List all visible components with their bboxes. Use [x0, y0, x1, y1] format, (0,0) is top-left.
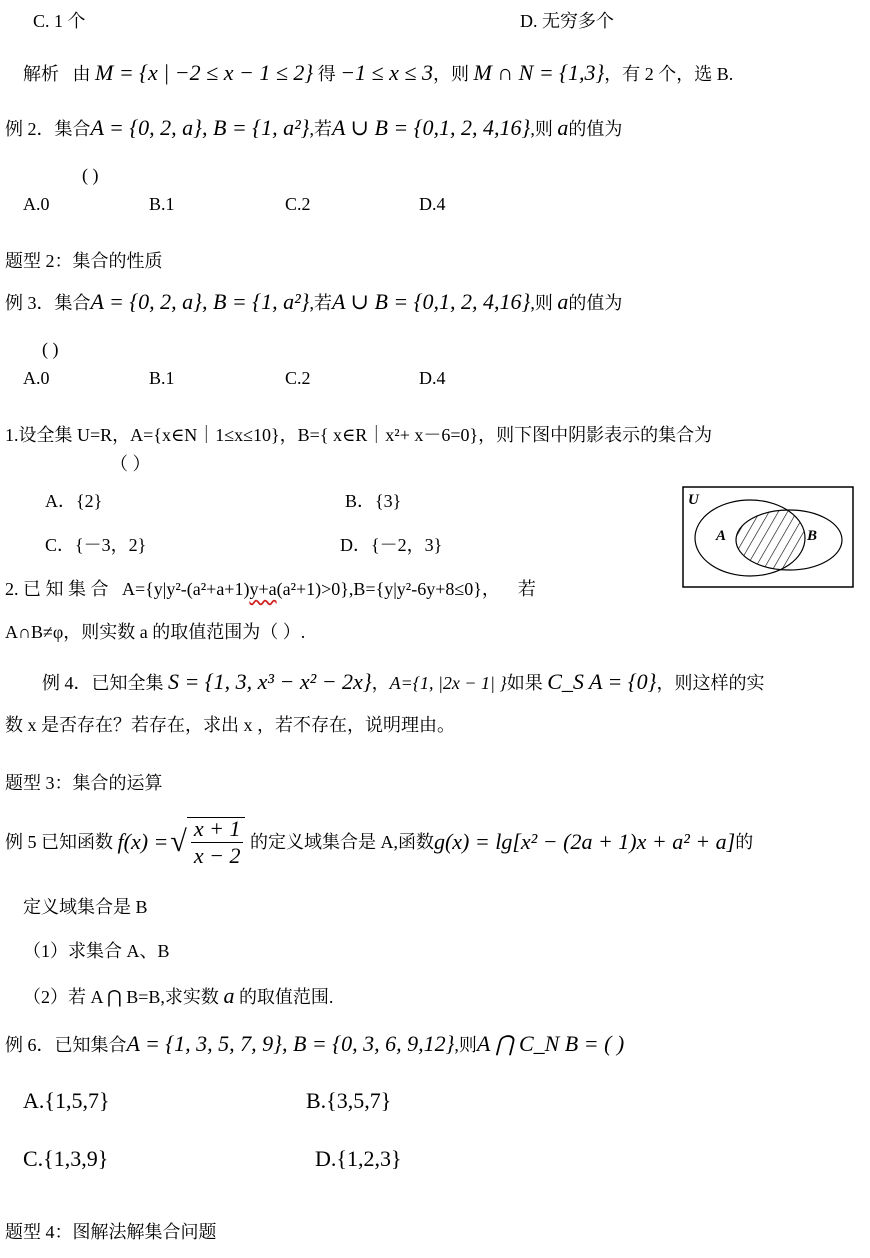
option-b: B.1	[149, 194, 175, 214]
math-expr: A = {0, 2, a}, B = {1, a²}	[90, 289, 310, 314]
math-expr: A ∪ B = {0,1, 2, 4,16}	[331, 289, 531, 314]
svg-text:A: A	[716, 528, 727, 544]
option-a: A．{2}	[45, 491, 103, 511]
example-2-question: 例 2．集合A = {0, 2, a}, B = {1, a²},若A ∪ B = {0,1, 2, 4,16},则 a的值为	[5, 115, 623, 140]
example-4-question-line2: 数 x 是否存在？若存在，求出 x ，若不存在，说明理由。	[5, 715, 455, 735]
option-c: C.2	[285, 368, 311, 388]
venn-diagram-icon	[682, 486, 854, 588]
option-d: D．{－2，3}	[340, 535, 443, 555]
option-b: B.1	[149, 368, 175, 388]
option-c: C.2	[285, 194, 311, 214]
math-expr: A ∪ B = {0,1, 2, 4,16}	[331, 115, 531, 140]
option-b: B．{3}	[345, 491, 402, 511]
math-expr: M ∩ N = {1,3}	[473, 60, 605, 85]
analysis-line: 解析 由 M = {x | −2 ≤ x − 1 ≤ 2} 得 −1 ≤ x ≤ 3，则 M ∩ N = {1,3}，有 2 个，选 B.	[23, 60, 734, 85]
prev-option-c: C. 1 个	[33, 11, 86, 31]
answer-blank: ( )	[82, 165, 99, 185]
problem-2-question-line2: A∩B≠φ，则实数 a 的取值范围为（ ）.	[5, 622, 306, 642]
example-5-subquestion-1: （1）求集合 A、B	[23, 941, 170, 961]
option-b: B.{3,5,7}	[306, 1088, 392, 1113]
option-d: D.4	[419, 194, 446, 214]
example-5-question-line2: 定义域集合是 B	[23, 897, 148, 917]
spellcheck-underline: y+a	[249, 579, 277, 599]
math-expr: A = {1, 3, 5, 7, 9}, B = {0, 3, 6, 9,12}	[126, 1031, 455, 1056]
option-d: D.4	[419, 368, 446, 388]
example-5-subquestion-2: （2）若 A ⋂ B=B,求实数 a 的取值范围.	[23, 983, 334, 1008]
analysis-label: 解析	[23, 64, 59, 84]
section-title: 题型 3：集合的运算	[5, 773, 163, 793]
svg-text:U: U	[688, 492, 699, 508]
fraction: $\frac{x + 1}{x - 2}$	[191, 818, 244, 867]
svg-text:B: B	[807, 528, 818, 544]
math-expr: g(x) = lg[x² − (2a + 1)x + a² + a]	[433, 829, 736, 854]
math-expr: −1 ≤ x ≤ 3	[340, 60, 433, 85]
problem-2-question: 2. 已 知 集 合 A={y|y²-(a²+a+1)y+a(a²+1)>0},B={y|y²-6y+8≤0}， 若	[5, 579, 536, 599]
math-expr: A={1, |2x − 1| }	[389, 673, 507, 693]
option-a: A.{1,5,7}	[23, 1088, 110, 1113]
venn-diagram	[682, 486, 854, 588]
answer-blank: ( )	[42, 339, 59, 359]
option-a: A.0	[23, 194, 50, 214]
section-title: 题型 2：集合的性质	[5, 251, 163, 271]
section-title: 题型 4：图解法解集合问题	[5, 1222, 217, 1242]
answer-blank: （ ）	[110, 454, 151, 474]
math-expr: M = {x | −2 ≤ x − 1 ≤ 2}	[95, 60, 314, 85]
option-c: C．{－3，2}	[45, 535, 147, 555]
option-a: A.0	[23, 368, 50, 388]
math-expr: C_S A = {0}	[547, 669, 657, 694]
option-d: D.{1,2,3}	[315, 1146, 402, 1171]
prev-option-d: D. 无穷多个	[520, 11, 614, 31]
example-6-question: 例 6．已知集合A = {1, 3, 5, 7, 9}, B = {0, 3, 6, 9,12},则A ⋂ C_N B = ( )	[5, 1031, 625, 1056]
math-expr: A ⋂ C_N B = ( )	[476, 1031, 625, 1056]
problem-1-question: 1.设全集 U=R，A={x∈N｜1≤x≤10}，B={ x∈R｜x²+ x－6=0}，则下图中阴影表示的集合为	[5, 425, 713, 445]
example-5-question: 例 5 已知函数 f(x) = √ $\frac{x + 1}{x - 2}$ 的定义域集合是 A,函数 g(x) = lg[x² − (2a + 1)x + a² + a] 的	[5, 816, 754, 868]
math-expr: f(x) =	[117, 829, 169, 854]
option-c: C.{1,3,9}	[23, 1146, 109, 1171]
radical	[187, 817, 246, 867]
math-expr: S = {1, 3, x³ − x² − 2x}	[168, 669, 372, 694]
math-expr: A = {0, 2, a}, B = {1, a²}	[90, 115, 310, 140]
sqrt-icon: √	[170, 825, 187, 858]
example-4-question: 例 4．已知全集 S = {1, 3, x³ − x² − 2x}，A={1, |2x − 1| }如果 C_S A = {0}，则这样的实	[42, 669, 765, 694]
example-3-question: 例 3．集合A = {0, 2, a}, B = {1, a²},若A ∪ B = {0,1, 2, 4,16},则 a的值为	[5, 289, 623, 314]
